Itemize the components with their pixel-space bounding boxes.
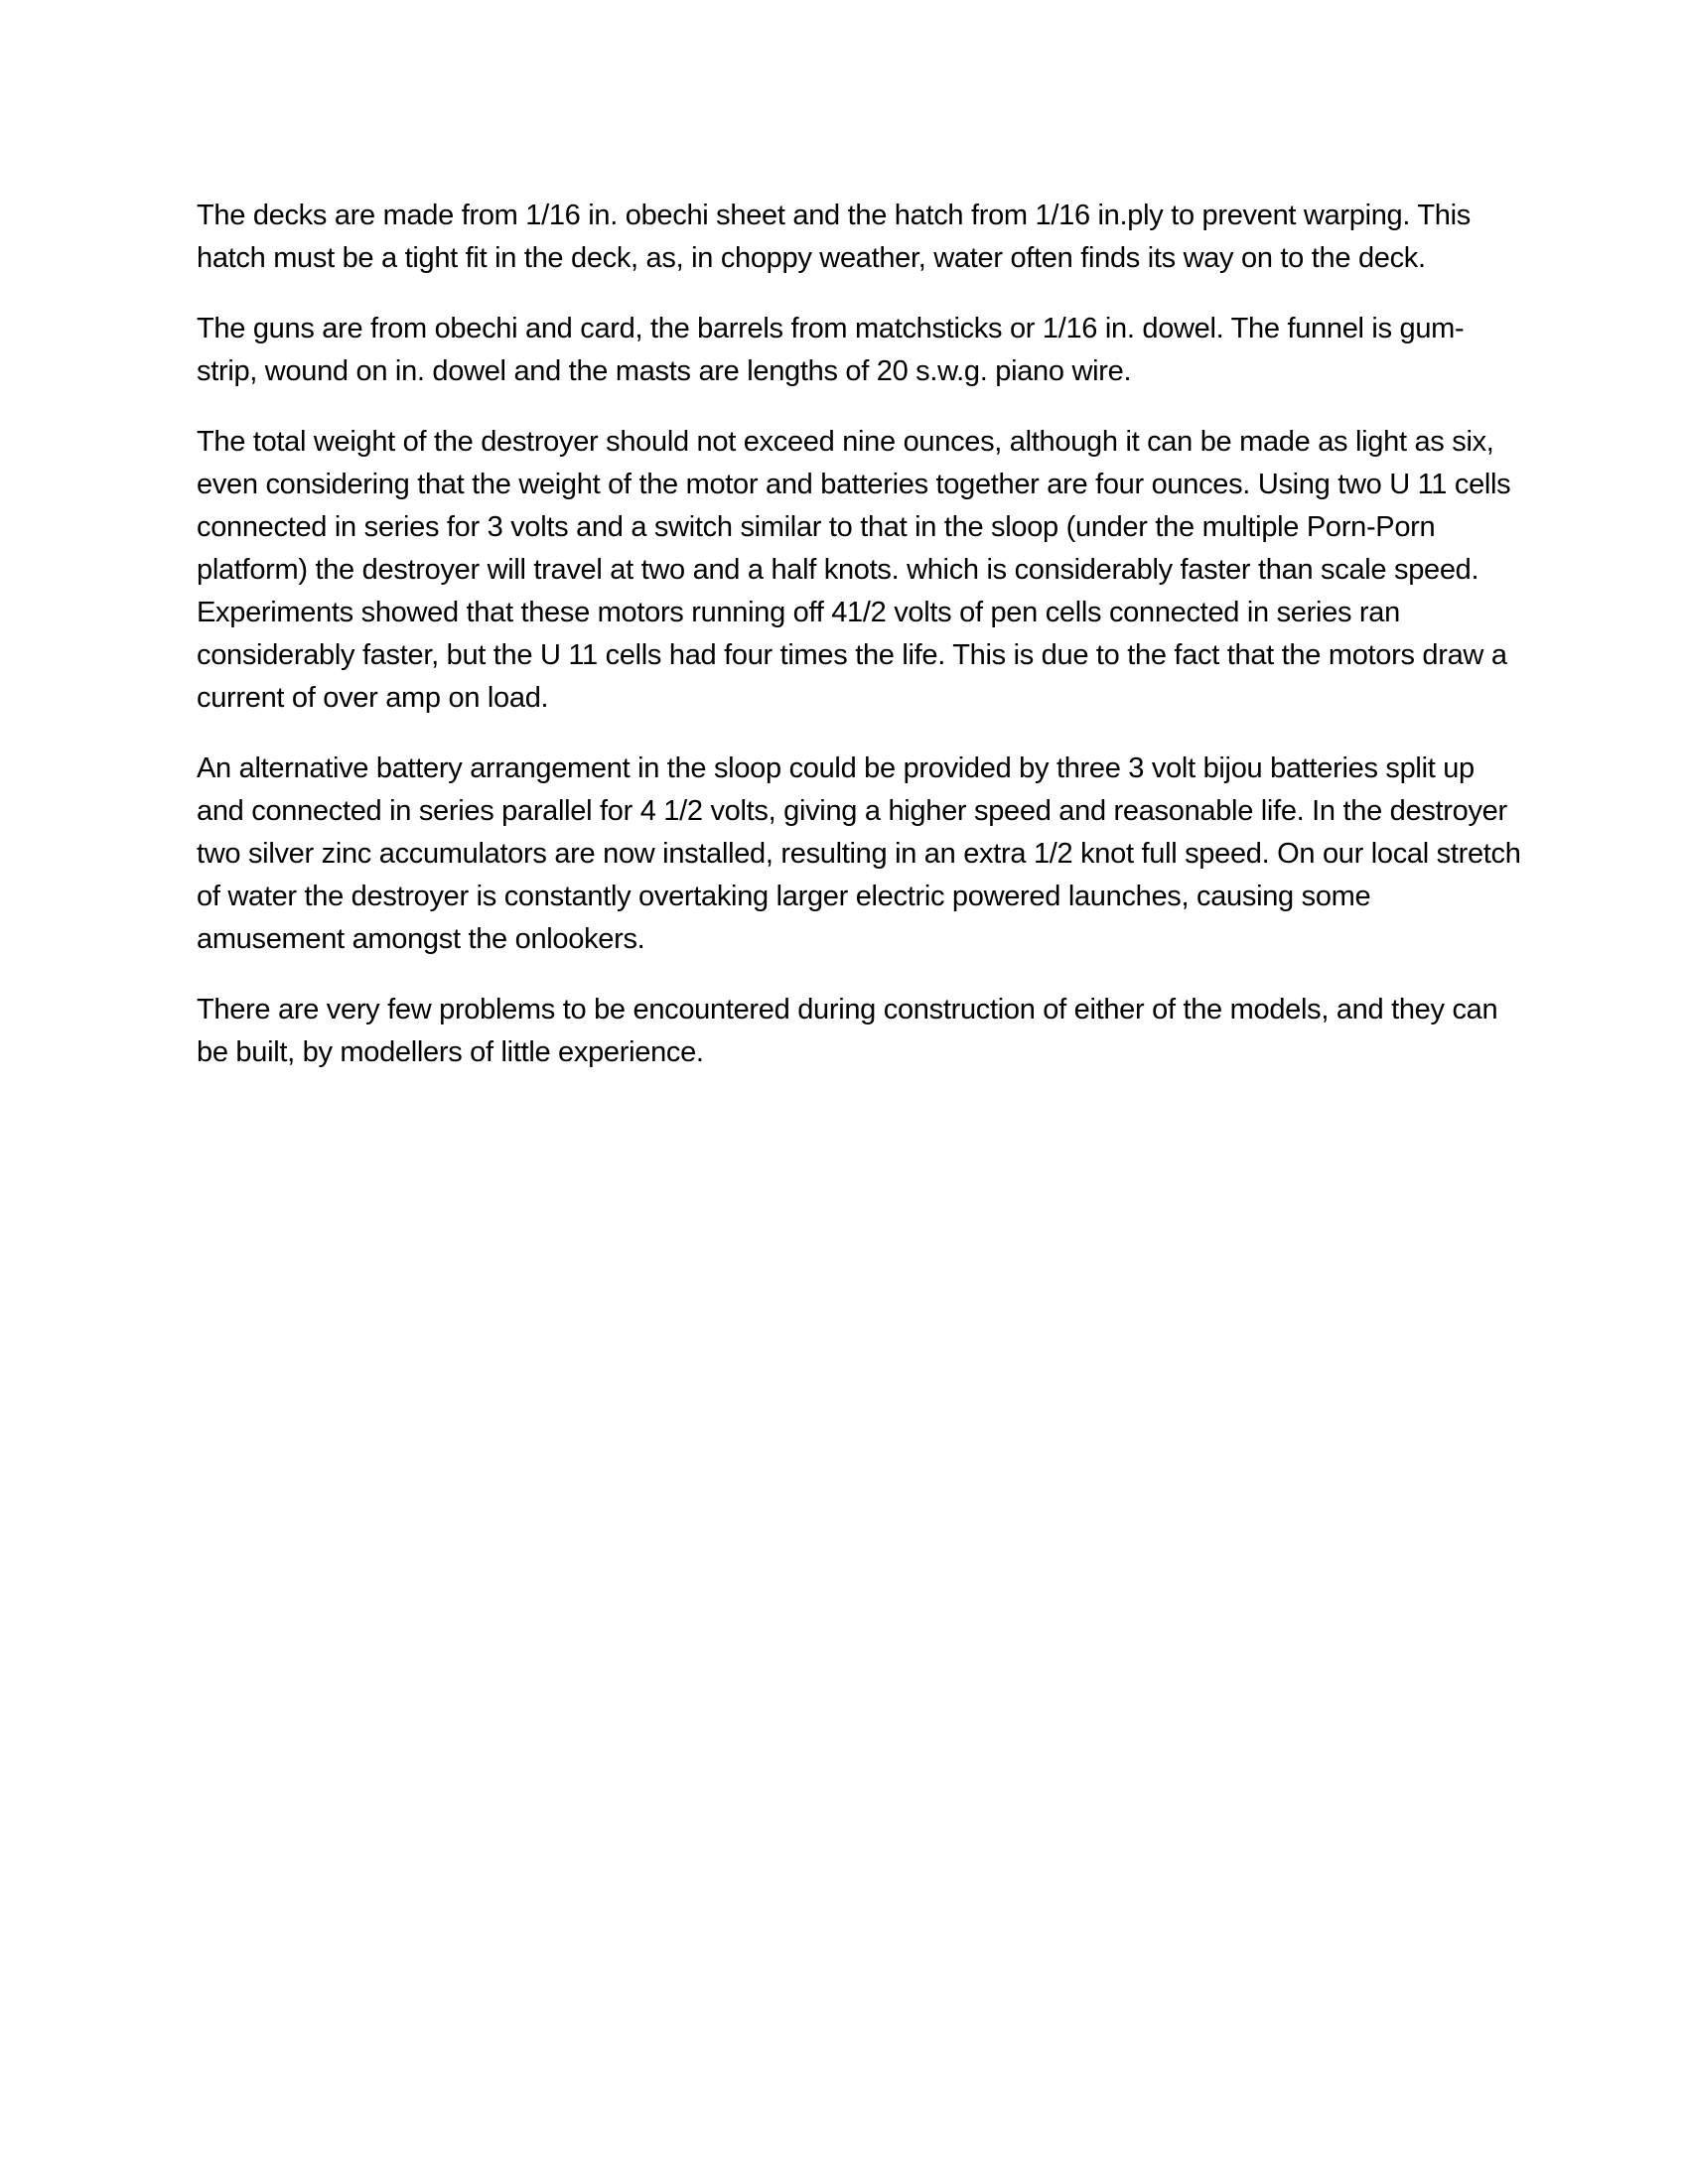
document-text-block xyxy=(197,195,1522,1074)
paragraph-guns: The guns are from obechi and card, the barrels from matchsticks or 1/16 in. dowel. The funnel is gum-strip, wound on in. dowel and the masts are lengths of 20 s.w.g. piano wire. xyxy=(197,313,1465,387)
paragraph-alternative-battery: An alternative battery arrangement in the sloop could be provided by three 3 volt bijou batteries split up and connected in series parallel for 4 1/2 volts, giving a higher speed and reasonable life. In the destroyer two silver zinc accumulators are now installed, resulting in an extra 1/2 knot full speed. On our local stretch of water the destroyer is constantly overtaking larger electric powered launches, causing some amusement amongst the onlookers. xyxy=(197,752,1521,955)
paragraph-decks: The decks are made from 1/16 in. obechi sheet and the hatch from 1/16 in.ply to prevent warping. This hatch must be a tight fit in the deck, as, in choppy weather, water often finds its way on to the deck. xyxy=(197,200,1471,274)
paragraph-total-weight: The total weight of the destroyer should not exceed nine ounces, although it can be made as light as six, even considering that the weight of the motor and batteries together are four ounces. Using two U 11 cells connected in series for 3 volts and a switch similar to that in the sloop (under the multiple Porn-Porn platform) the destroyer will travel at two and a half knots. which is considerably faster than scale speed. Experiments showed that these motors running off 41/2 volts of pen cells connected in series ran considerably faster, but the U 11 cells had four times the life. This is due to the fact that the motors draw a current of over amp on load. xyxy=(197,426,1511,714)
paragraph-few-problems: There are very few problems to be encountered during construction of either of the models, and they can be built, by modellers of little experience. xyxy=(197,994,1498,1068)
